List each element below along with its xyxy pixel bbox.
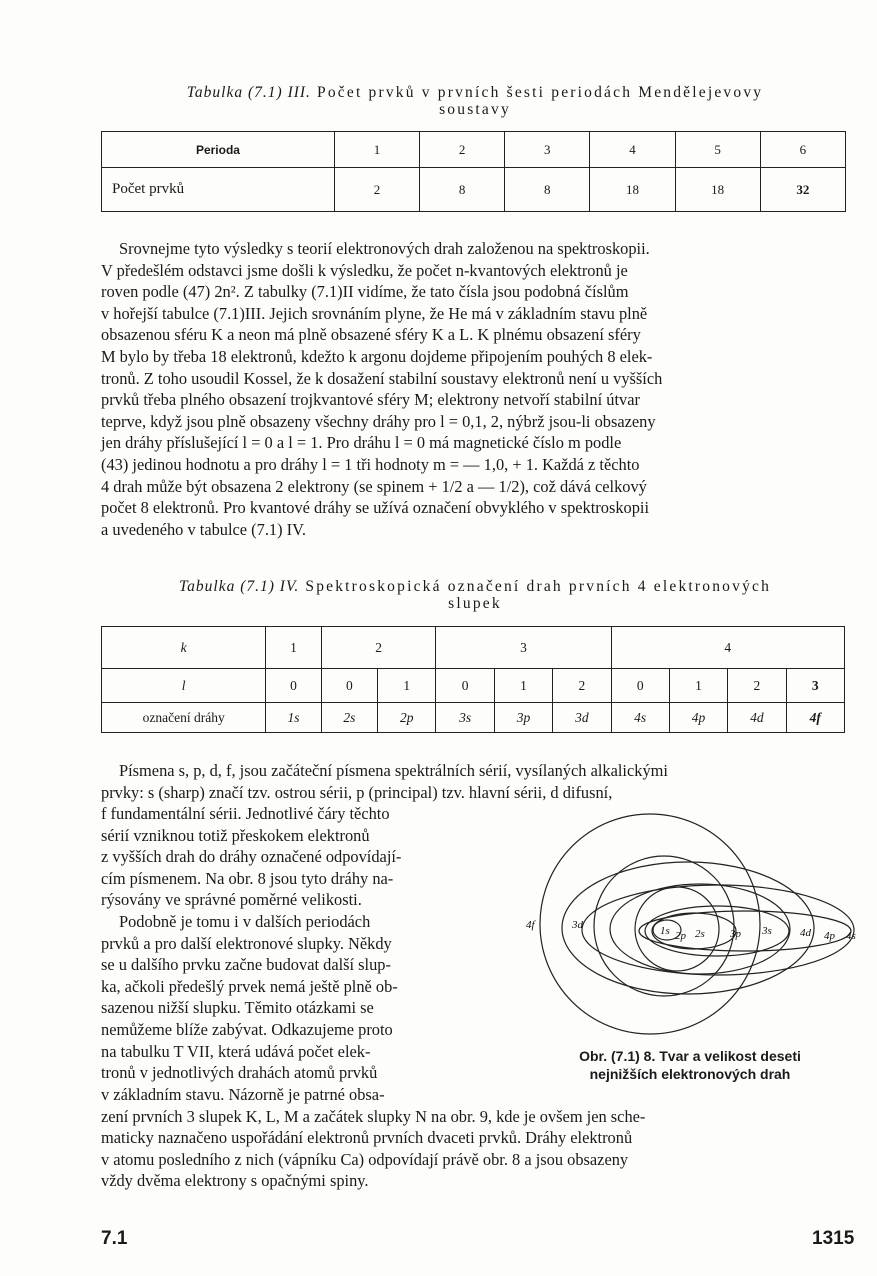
text-line: nemůžeme blíže zabývat. Odkazujeme proto — [101, 1019, 393, 1039]
table4-l-row — [102, 669, 845, 703]
table3-title-line1: Počet prvků v prvních šesti periodách Mendělejevovy — [317, 84, 764, 101]
orbit-label-1s: 1s — [660, 925, 670, 937]
table4-title-line1: Spektroskopická označení drah prvních 4 elektronových — [305, 578, 772, 595]
table3-caption — [95, 84, 855, 118]
table4-l-value: 0 — [436, 669, 494, 703]
table4-l-value: 1 — [378, 669, 436, 703]
text-line: Písmena s, p, d, f, jsou začáteční písmena spektrálních sérií, vysílaných alkalickými — [119, 761, 668, 780]
table4-caption — [95, 578, 855, 612]
page-number: 1315 — [812, 1228, 855, 1249]
table4-k-value: 1 — [266, 627, 321, 669]
table3-period: 3 — [505, 132, 590, 168]
orbit-label-3d: 3d — [572, 919, 583, 931]
text-line: prvků a pro další elektronové slupky. Někdy — [101, 933, 392, 953]
table4-l-value: 0 — [266, 669, 321, 703]
orbit-label-2s: 2s — [695, 928, 705, 940]
orbit-label-2p: 2p — [675, 930, 686, 942]
table3-count: 18 — [590, 168, 675, 212]
table3-row-label: Počet prvků — [102, 168, 335, 212]
table4-label: Tabulka (7.1) IV. — [178, 578, 300, 595]
text-line: v atomu posledního z nich (vápníku Ca) odpovídají právě obr. 8 a jsou obsazeny — [101, 1149, 629, 1169]
table3-count: 32 — [760, 168, 845, 212]
orbit-label-3p: 3p — [730, 928, 741, 940]
table4-k-value: 3 — [436, 627, 611, 669]
text-line: zení prvních 3 slupek K, L, M a začátek slupky N na obr. 9, kde je ovšem jen sche- — [101, 1106, 646, 1126]
table4-orbit: 2p — [378, 703, 436, 733]
table3-label: Tabulka (7.1) III. — [186, 84, 311, 101]
figure-caption — [520, 1047, 860, 1083]
table3-period: 1 — [334, 132, 419, 168]
text-line: sérií vzniknou totiž přeskokem elektronů — [101, 825, 370, 845]
text-line: z vyšších drah do dráhy označené odpovídají- — [101, 847, 402, 867]
table4-orbit: 1s — [266, 703, 321, 733]
text-line: cím písmenem. Na obr. 8 jsou tyto dráhy na- — [101, 868, 394, 888]
figure-caption-line1: Obr. (7.1) 8. Tvar a velikost deseti — [579, 1048, 801, 1064]
text-line: maticky naznačeno uspořádání elektronů prvních dvaceti prvků. Dráhy elektronů — [101, 1128, 633, 1148]
table4-orbit: 3p — [494, 703, 552, 733]
table4-l-value: 1 — [494, 669, 552, 703]
text-line: vždy dvěma elektrony s opačnými spiny. — [101, 1171, 369, 1191]
text-line: (43) jedinou hodnotu a pro dráhy l = 1 tři hodnoty m = — 1,0, + 1. Každá z těchto — [101, 454, 640, 474]
table3-count: 18 — [675, 168, 760, 212]
table4-orbit: 2s — [321, 703, 377, 733]
figure-caption-line2: nejnižších elektronových drah — [589, 1066, 791, 1082]
text-line: počet 8 elektronů. Pro kvantové dráhy se užívá označení obvyklého v spektroskopii — [101, 498, 650, 518]
text-line: tronů. Z toho usoudil Kossel, že k dosažení stabilní soustavy elektronů není u vyšších — [101, 368, 663, 388]
text-line: prvky: s (sharp) značí tzv. ostrou sérii, p (principal) tzv. hlavní sérii, d difusní, — [101, 782, 613, 802]
table4-orbit: 3s — [436, 703, 494, 733]
table3-period: 2 — [420, 132, 505, 168]
text-line: teprve, když jsou plně obsazeny všechny dráhy pro l = 0,1, 2, nýbrž jsou-li obsazeny — [101, 411, 656, 431]
table4-orbit: 4p — [669, 703, 727, 733]
table3-count: 2 — [334, 168, 419, 212]
text-line: tronů v jednotlivých drahách atomů prvků — [101, 1063, 378, 1083]
orbit-label-4f: 4f — [526, 919, 535, 931]
text-line: V předešlém odstavci jsme došli k výsledku, že počet n-kvantových elektronů je — [101, 260, 628, 280]
text-line: se u dalšího prvku začne budovat další slup- — [101, 955, 391, 975]
table4-orbit-row — [102, 703, 845, 733]
text-line: Podobně je tomu i v dalších periodách — [119, 911, 371, 931]
table3-count: 8 — [505, 168, 590, 212]
table3-header-label: Perioda — [102, 132, 335, 168]
table4-l-value: 3 — [786, 669, 844, 703]
text-line: f fundamentální sérii. Jednotlivé čáry těchto — [101, 804, 390, 823]
table3-count: 8 — [420, 168, 505, 212]
table4-l-value: 1 — [669, 669, 727, 703]
table3-period: 4 — [590, 132, 675, 168]
table4-k-row — [102, 627, 845, 669]
table3-header-row — [102, 132, 846, 168]
section-number: 7.1 — [101, 1228, 128, 1249]
table4-orbit: 4d — [728, 703, 786, 733]
orbit-label-4d: 4d — [800, 927, 811, 939]
table4-k-value: 4 — [611, 627, 844, 669]
orbit-2p — [635, 887, 719, 971]
orbit-4s — [639, 911, 851, 951]
text-line: na tabulku T VII, která udává počet elek- — [101, 1041, 371, 1061]
text-line: obsazenou sféru K a neon má plně obsazené sféry K a L. K plnému obsazení sféry — [101, 325, 641, 345]
text-line: M bylo by třeba 18 elektronů, kdežto k argonu dojdeme připojením pouhých 8 elek- — [101, 346, 653, 366]
paragraph-1 — [101, 238, 849, 540]
text-line: v hořejší tabulce (7.1)III. Jejich srovnáním plyne, že He má v základním stavu plně — [101, 303, 648, 323]
text-line: sazenou nižší slupku. Těmito otázkami se — [101, 998, 374, 1018]
orbit-4p — [582, 885, 854, 975]
table4-k-label: k — [102, 627, 266, 669]
table4-orbit: 4f — [786, 703, 844, 733]
table3-title-line2: soustavy — [439, 101, 511, 118]
table4-k-value: 2 — [321, 627, 436, 669]
table4-l-value: 2 — [553, 669, 611, 703]
paragraph-3 — [101, 1084, 849, 1192]
text-line: rýsovány ve správné poměrné velikosti. — [101, 890, 362, 910]
text-line: v základním stavu. Názorně je patrné obsa- — [101, 1085, 385, 1104]
table3 — [101, 131, 846, 212]
table4-l-value: 2 — [728, 669, 786, 703]
orbit-figure — [512, 812, 872, 1052]
text-line: roven podle (47) 2n². Z tabulky (7.1)II vidíme, že tato čísla jsou podobná číslům — [101, 282, 629, 302]
table4-l-value: 0 — [321, 669, 377, 703]
text-line: 4 drah může být obsazena 2 elektrony (se spinem + 1/2 a — 1/2), což dává celkový — [101, 476, 647, 496]
text-line: jen dráhy příslušející l = 0 a l = 1. Pro dráhu l = 0 má magnetické číslo m podle — [101, 433, 622, 453]
text-line: prvků třeba plného obsazení trojkvantové sféry M; elektrony netvoří stabilní útvar — [101, 390, 640, 410]
table4-orbit-label: označení dráhy — [102, 703, 266, 733]
orbit-label-4p: 4p — [824, 930, 835, 942]
text-line: a uvedeného v tabulce (7.1) IV. — [101, 519, 306, 539]
table4-l-label: l — [102, 669, 266, 703]
table4 — [101, 626, 845, 733]
paragraph-2 — [101, 760, 849, 803]
orbit-label-4s: 4s — [846, 930, 856, 942]
text-line: Srovnejme tyto výsledky s teorií elektronových drah založenou na spektroskopii. — [119, 239, 650, 258]
table3-count-row — [102, 168, 846, 212]
text-line: ka, ačkoli předešlý prvek nemá ještě plně ob- — [101, 976, 398, 996]
table4-orbit: 3d — [553, 703, 611, 733]
table3-period: 6 — [760, 132, 845, 168]
orbit-label-3s: 3s — [762, 925, 772, 937]
paragraph-2-narrow — [101, 803, 506, 1084]
table3-period: 5 — [675, 132, 760, 168]
table4-orbit: 4s — [611, 703, 669, 733]
table4-l-value: 0 — [611, 669, 669, 703]
table4-title-line2: slupek — [448, 595, 502, 612]
